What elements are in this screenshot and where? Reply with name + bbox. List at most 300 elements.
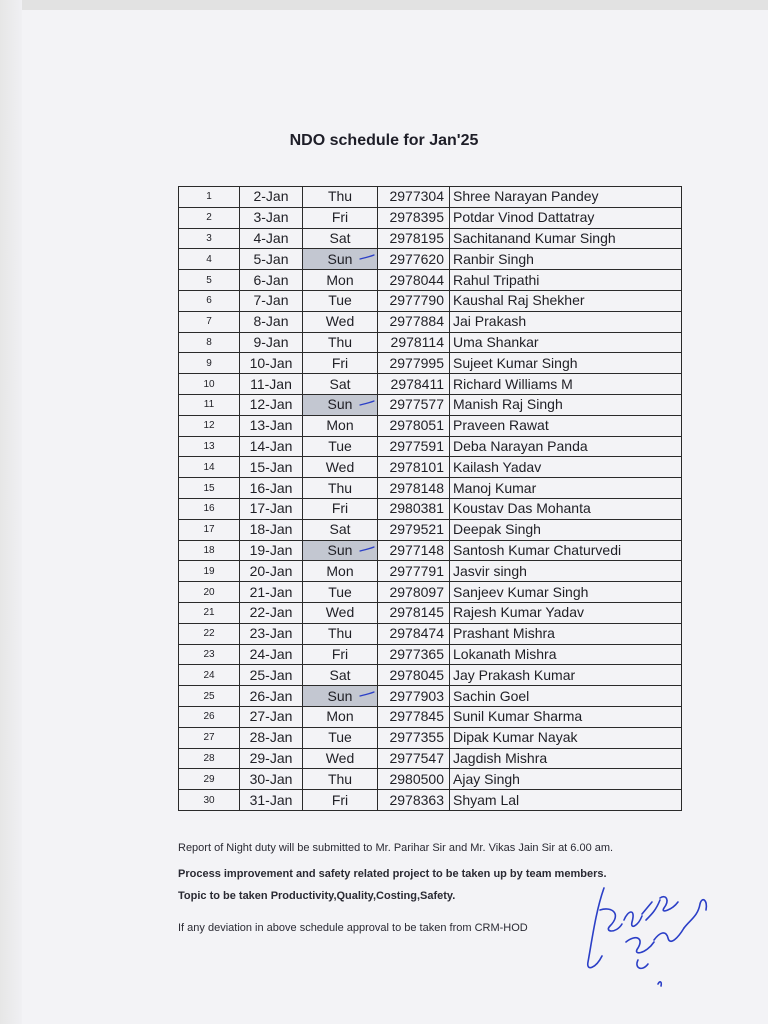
day-cell-text: Thu xyxy=(327,188,353,205)
serial-number-cell xyxy=(179,727,240,748)
employee-number-cell-text: 2980500 xyxy=(389,770,444,787)
date-cell xyxy=(240,457,303,478)
day-cell-text: Sun xyxy=(327,687,353,704)
date-cell-text: 12-Jan xyxy=(249,396,293,413)
employee-name-cell xyxy=(450,582,682,603)
employee-number-cell xyxy=(378,228,450,249)
date-cell-text: 20-Jan xyxy=(249,562,293,579)
serial-number-cell-text: 2 xyxy=(206,212,212,224)
employee-number-cell-text: 2978395 xyxy=(389,209,444,226)
serial-number-cell-text: 16 xyxy=(203,503,215,515)
serial-number-cell xyxy=(179,790,240,811)
date-cell xyxy=(240,394,303,415)
date-cell-text: 6-Jan xyxy=(253,271,289,288)
date-cell-text: 14-Jan xyxy=(249,437,293,454)
employee-name-cell-text: Jai Prakash xyxy=(453,313,527,330)
day-cell xyxy=(303,582,378,603)
employee-name-cell-text: Kaushal Raj Shekher xyxy=(453,292,585,309)
date-cell xyxy=(240,686,303,707)
day-cell-text: Tue xyxy=(328,729,352,746)
serial-number-cell-text: 9 xyxy=(206,357,212,369)
date-cell-text: 22-Jan xyxy=(249,604,293,621)
table-row xyxy=(179,478,682,499)
date-cell-text: 8-Jan xyxy=(253,313,289,330)
employee-name-cell-text: Deba Narayan Panda xyxy=(453,437,588,454)
pen-mark-icon xyxy=(359,400,375,408)
employee-name-cell xyxy=(450,332,682,353)
employee-name-cell xyxy=(450,249,682,270)
employee-number-cell-text: 2978114 xyxy=(390,333,444,350)
employee-name-cell xyxy=(450,644,682,665)
day-cell xyxy=(303,187,378,208)
employee-number-cell-text: 2977577 xyxy=(389,396,444,413)
date-cell-text: 29-Jan xyxy=(249,749,293,766)
employee-number-cell xyxy=(378,332,450,353)
date-cell-text: 17-Jan xyxy=(249,500,293,517)
employee-number-cell xyxy=(378,436,450,457)
table-row xyxy=(179,582,682,603)
date-cell xyxy=(240,540,303,561)
serial-number-cell xyxy=(179,290,240,311)
table-row xyxy=(179,207,682,228)
employee-name-cell-text: Lokanath Mishra xyxy=(453,645,557,662)
day-cell-text: Fri xyxy=(331,645,349,662)
employee-number-cell-text: 2977304 xyxy=(389,188,444,205)
employee-name-cell-text: Shree Narayan Pandey xyxy=(453,188,599,205)
employee-name-cell-text: Sunil Kumar Sharma xyxy=(453,708,583,725)
employee-number-cell-text: 2977845 xyxy=(389,708,444,725)
day-cell xyxy=(303,207,378,228)
table-row xyxy=(179,249,682,270)
table-row xyxy=(179,394,682,415)
date-cell xyxy=(240,519,303,540)
note-line: If any deviation in above schedule approval to be taken from CRM-HOD xyxy=(178,922,528,934)
employee-number-cell-text: 2978097 xyxy=(389,583,444,600)
serial-number-cell-text: 20 xyxy=(203,586,215,598)
employee-name-cell xyxy=(450,187,682,208)
day-cell-text: Thu xyxy=(327,625,353,642)
employee-number-cell-text: 2980381 xyxy=(389,500,444,517)
employee-name-cell-text: Kailash Yadav xyxy=(453,458,542,475)
day-cell-text: Fri xyxy=(331,354,349,371)
employee-name-cell-text: Uma Shankar xyxy=(453,333,539,350)
date-cell-text: 23-Jan xyxy=(249,625,293,642)
serial-number-cell-text: 1 xyxy=(206,191,212,203)
table-row xyxy=(179,436,682,457)
employee-name-cell-text: Rahul Tripathi xyxy=(453,271,540,288)
day-cell xyxy=(303,394,378,415)
serial-number-cell xyxy=(179,457,240,478)
serial-number-cell-text: 29 xyxy=(203,773,215,785)
employee-name-cell xyxy=(450,478,682,499)
date-cell-text: 24-Jan xyxy=(249,645,293,662)
day-cell-text: Sat xyxy=(329,521,351,538)
serial-number-cell-text: 25 xyxy=(203,690,215,702)
date-cell xyxy=(240,249,303,270)
employee-name-cell-text: Richard Williams M xyxy=(453,375,573,392)
table-row xyxy=(179,290,682,311)
serial-number-cell xyxy=(179,415,240,436)
date-cell xyxy=(240,332,303,353)
date-cell xyxy=(240,290,303,311)
date-cell xyxy=(240,270,303,291)
day-cell-text: Thu xyxy=(327,333,353,350)
employee-number-cell-text: 2977903 xyxy=(389,687,444,704)
date-cell-text: 13-Jan xyxy=(249,417,293,434)
serial-number-cell xyxy=(179,374,240,395)
scan-top-edge xyxy=(0,0,768,10)
serial-number-cell xyxy=(179,478,240,499)
scan-left-edge xyxy=(0,0,22,1024)
serial-number-cell xyxy=(179,498,240,519)
employee-name-cell-text: Sujeet Kumar Singh xyxy=(453,354,578,371)
employee-number-cell xyxy=(378,748,450,769)
serial-number-cell-text: 15 xyxy=(203,482,215,494)
serial-number-cell xyxy=(179,582,240,603)
employee-number-cell xyxy=(378,602,450,623)
employee-name-cell xyxy=(450,270,682,291)
day-cell-text: Fri xyxy=(331,791,349,808)
table-row xyxy=(179,415,682,436)
date-cell xyxy=(240,311,303,332)
day-cell xyxy=(303,249,378,270)
employee-name-cell xyxy=(450,228,682,249)
day-cell xyxy=(303,415,378,436)
date-cell-text: 16-Jan xyxy=(249,479,293,496)
serial-number-cell-text: 19 xyxy=(203,565,215,577)
table-row xyxy=(179,332,682,353)
day-cell xyxy=(303,228,378,249)
employee-number-cell xyxy=(378,582,450,603)
table-row xyxy=(179,374,682,395)
employee-number-cell-text: 2978195 xyxy=(389,229,444,246)
serial-number-cell xyxy=(179,706,240,727)
serial-number-cell-text: 23 xyxy=(203,648,215,660)
employee-name-cell-text: Manoj Kumar xyxy=(453,479,537,496)
date-cell-text: 18-Jan xyxy=(249,521,293,538)
day-cell-text: Tue xyxy=(328,583,352,600)
handwritten-signature-icon xyxy=(582,880,722,990)
date-cell-text: 7-Jan xyxy=(253,292,289,309)
table-row xyxy=(179,498,682,519)
date-cell xyxy=(240,478,303,499)
employee-name-cell-text: Dipak Kumar Nayak xyxy=(453,729,578,746)
employee-number-cell-text: 2978044 xyxy=(389,271,444,288)
date-cell xyxy=(240,769,303,790)
serial-number-cell-text: 11 xyxy=(203,399,215,411)
day-cell-text: Sat xyxy=(329,666,351,683)
employee-name-cell xyxy=(450,311,682,332)
document-title: NDO schedule for Jan'25 xyxy=(289,132,479,149)
table-row xyxy=(179,790,682,811)
table-row xyxy=(179,561,682,582)
serial-number-cell-text: 27 xyxy=(203,732,215,744)
employee-name-cell xyxy=(450,290,682,311)
date-cell-text: 3-Jan xyxy=(253,209,289,226)
date-cell xyxy=(240,644,303,665)
serial-number-cell-text: 12 xyxy=(203,420,215,432)
employee-name-cell xyxy=(450,394,682,415)
employee-number-cell xyxy=(378,374,450,395)
date-cell xyxy=(240,187,303,208)
employee-number-cell-text: 2978145 xyxy=(389,604,444,621)
employee-number-cell xyxy=(378,249,450,270)
employee-name-cell xyxy=(450,498,682,519)
employee-number-cell xyxy=(378,519,450,540)
employee-name-cell-text: Ajay Singh xyxy=(453,770,520,787)
serial-number-cell-text: 18 xyxy=(203,544,215,556)
table-row xyxy=(179,311,682,332)
employee-name-cell-text: Jasvir singh xyxy=(453,562,527,579)
table-row xyxy=(179,457,682,478)
date-cell-text: 30-Jan xyxy=(249,770,293,787)
note-line: Topic to be taken Productivity,Quality,Costing,Safety. xyxy=(178,890,456,902)
employee-number-cell-text: 2978051 xyxy=(389,417,444,434)
employee-number-cell-text: 2978045 xyxy=(389,666,444,683)
serial-number-cell xyxy=(179,270,240,291)
serial-number-cell xyxy=(179,436,240,457)
table-row xyxy=(179,623,682,644)
day-cell xyxy=(303,644,378,665)
serial-number-cell xyxy=(179,644,240,665)
day-cell-text: Mon xyxy=(326,562,354,579)
employee-name-cell xyxy=(450,540,682,561)
serial-number-cell-text: 28 xyxy=(203,752,215,764)
serial-number-cell-text: 14 xyxy=(203,461,215,473)
employee-number-cell-text: 2977365 xyxy=(389,645,444,662)
date-cell xyxy=(240,623,303,644)
employee-number-cell xyxy=(378,665,450,686)
table-row xyxy=(179,727,682,748)
serial-number-cell-text: 5 xyxy=(206,274,212,286)
day-cell xyxy=(303,706,378,727)
note-line: Report of Night duty will be submitted to Mr. Parihar Sir and Mr. Vikas Jain Sir at 6.00 am. xyxy=(178,842,614,854)
employee-number-cell-text: 2978363 xyxy=(389,791,444,808)
employee-number-cell xyxy=(378,290,450,311)
day-cell-text: Tue xyxy=(328,437,352,454)
employee-name-cell xyxy=(450,415,682,436)
date-cell-text: 5-Jan xyxy=(253,250,289,267)
date-cell-text: 9-Jan xyxy=(253,333,289,350)
serial-number-cell-text: 30 xyxy=(203,794,215,806)
date-cell xyxy=(240,706,303,727)
serial-number-cell-text: 24 xyxy=(203,669,215,681)
employee-number-cell-text: 2978101 xyxy=(389,458,444,475)
employee-number-cell xyxy=(378,727,450,748)
employee-number-cell xyxy=(378,311,450,332)
employee-number-cell-text: 2977791 xyxy=(389,562,444,579)
date-cell xyxy=(240,228,303,249)
employee-number-cell xyxy=(378,478,450,499)
serial-number-cell-text: 7 xyxy=(206,316,212,328)
day-cell-text: Wed xyxy=(325,604,355,621)
serial-number-cell-text: 13 xyxy=(203,440,215,452)
serial-number-cell-text: 3 xyxy=(206,232,212,244)
employee-name-cell xyxy=(450,769,682,790)
date-cell-text: 11-Jan xyxy=(250,375,292,392)
serial-number-cell xyxy=(179,187,240,208)
date-cell-text: 2-Jan xyxy=(253,188,289,205)
serial-number-cell xyxy=(179,207,240,228)
date-cell xyxy=(240,498,303,519)
serial-number-cell xyxy=(179,665,240,686)
employee-name-cell-text: Shyam Lal xyxy=(453,791,520,808)
date-cell-text: 15-Jan xyxy=(249,458,293,475)
table-row xyxy=(179,748,682,769)
employee-number-cell xyxy=(378,187,450,208)
day-cell xyxy=(303,498,378,519)
employee-number-cell xyxy=(378,769,450,790)
date-cell xyxy=(240,748,303,769)
employee-name-cell xyxy=(450,457,682,478)
serial-number-cell xyxy=(179,353,240,374)
date-cell xyxy=(240,353,303,374)
employee-name-cell-text: Santosh Kumar Chaturvedi xyxy=(453,541,622,558)
serial-number-cell-text: 8 xyxy=(206,336,212,348)
employee-name-cell-text: Koustav Das Mohanta xyxy=(453,500,591,517)
serial-number-cell xyxy=(179,332,240,353)
table-row xyxy=(179,519,682,540)
schedule-table-body xyxy=(179,187,682,811)
serial-number-cell-text: 10 xyxy=(203,378,215,390)
day-cell xyxy=(303,374,378,395)
serial-number-cell xyxy=(179,249,240,270)
employee-number-cell-text: 2977884 xyxy=(389,313,444,330)
day-cell-text: Thu xyxy=(327,770,353,787)
employee-name-cell-text: Deepak Singh xyxy=(453,521,541,538)
date-cell xyxy=(240,374,303,395)
date-cell-text: 4-Jan xyxy=(253,229,289,246)
employee-number-cell-text: 2977591 xyxy=(389,437,444,454)
date-cell-text: 19-Jan xyxy=(249,541,293,558)
serial-number-cell-text: 17 xyxy=(203,524,215,536)
day-cell-text: Sun xyxy=(327,396,353,413)
day-cell xyxy=(303,769,378,790)
employee-name-cell xyxy=(450,665,682,686)
table-row xyxy=(179,706,682,727)
employee-number-cell xyxy=(378,706,450,727)
day-cell-text: Mon xyxy=(326,271,354,288)
employee-number-cell xyxy=(378,644,450,665)
day-cell xyxy=(303,790,378,811)
serial-number-cell xyxy=(179,561,240,582)
employee-name-cell-text: Prashant Mishra xyxy=(453,625,555,642)
day-cell-text: Sat xyxy=(329,229,351,246)
day-cell-text: Mon xyxy=(326,708,354,725)
day-cell xyxy=(303,457,378,478)
serial-number-cell xyxy=(179,623,240,644)
day-cell xyxy=(303,478,378,499)
pen-mark-icon xyxy=(359,546,375,554)
serial-number-cell-text: 6 xyxy=(206,295,212,307)
date-cell xyxy=(240,582,303,603)
date-cell-text: 21-Jan xyxy=(249,583,293,600)
date-cell xyxy=(240,436,303,457)
day-cell xyxy=(303,665,378,686)
table-row xyxy=(179,270,682,291)
employee-number-cell-text: 2977148 xyxy=(389,541,444,558)
employee-number-cell xyxy=(378,457,450,478)
employee-name-cell-text: Manish Raj Singh xyxy=(453,396,563,413)
table-row xyxy=(179,644,682,665)
serial-number-cell-text: 26 xyxy=(203,711,215,723)
day-cell-text: Wed xyxy=(325,313,355,330)
employee-name-cell-text: Rajesh Kumar Yadav xyxy=(453,604,584,621)
employee-number-cell-text: 2977355 xyxy=(389,729,444,746)
pen-mark-icon xyxy=(359,254,375,262)
serial-number-cell-text: 21 xyxy=(203,607,215,619)
table-row xyxy=(179,665,682,686)
date-cell-text: 10-Jan xyxy=(249,354,293,371)
day-cell xyxy=(303,540,378,561)
employee-number-cell xyxy=(378,207,450,228)
date-cell xyxy=(240,665,303,686)
employee-number-cell-text: 2977547 xyxy=(389,749,444,766)
day-cell xyxy=(303,748,378,769)
serial-number-cell xyxy=(179,769,240,790)
day-cell xyxy=(303,602,378,623)
day-cell-text: Mon xyxy=(326,417,354,434)
employee-number-cell-text: 2978474 xyxy=(389,625,444,642)
employee-name-cell xyxy=(450,686,682,707)
employee-number-cell xyxy=(378,394,450,415)
employee-name-cell xyxy=(450,561,682,582)
employee-name-cell-text: Jagdish Mishra xyxy=(453,749,548,766)
serial-number-cell-text: 4 xyxy=(206,253,212,265)
day-cell-text: Wed xyxy=(325,458,355,475)
serial-number-cell xyxy=(179,228,240,249)
serial-number-cell xyxy=(179,540,240,561)
employee-name-cell-text: Sachin Goel xyxy=(453,687,530,704)
employee-number-cell-text: 2977995 xyxy=(389,354,444,371)
table-row xyxy=(179,228,682,249)
day-cell-text: Thu xyxy=(327,479,353,496)
table-row xyxy=(179,187,682,208)
serial-number-cell xyxy=(179,748,240,769)
employee-number-cell xyxy=(378,623,450,644)
day-cell xyxy=(303,623,378,644)
employee-name-cell xyxy=(450,602,682,623)
employee-name-cell-text: Potdar Vinod Dattatray xyxy=(453,209,595,226)
serial-number-cell xyxy=(179,686,240,707)
employee-number-cell xyxy=(378,270,450,291)
employee-name-cell xyxy=(450,207,682,228)
day-cell xyxy=(303,290,378,311)
table-row xyxy=(179,769,682,790)
employee-number-cell xyxy=(378,498,450,519)
serial-number-cell xyxy=(179,311,240,332)
day-cell xyxy=(303,332,378,353)
employee-name-cell xyxy=(450,353,682,374)
employee-name-cell xyxy=(450,706,682,727)
date-cell-text: 26-Jan xyxy=(249,687,293,704)
date-cell xyxy=(240,602,303,623)
employee-name-cell-text: Jay Prakash Kumar xyxy=(453,666,576,683)
employee-name-cell xyxy=(450,436,682,457)
employee-name-cell-text: Praveen Rawat xyxy=(453,417,549,434)
date-cell-text: 31-Jan xyxy=(249,791,293,808)
employee-name-cell xyxy=(450,519,682,540)
date-cell xyxy=(240,727,303,748)
day-cell xyxy=(303,727,378,748)
day-cell-text: Wed xyxy=(325,749,355,766)
date-cell xyxy=(240,415,303,436)
employee-name-cell xyxy=(450,374,682,395)
day-cell-text: Sun xyxy=(327,250,353,267)
day-cell-text: Sun xyxy=(327,541,353,558)
employee-number-cell-text: 2978148 xyxy=(389,479,444,496)
employee-name-cell xyxy=(450,748,682,769)
